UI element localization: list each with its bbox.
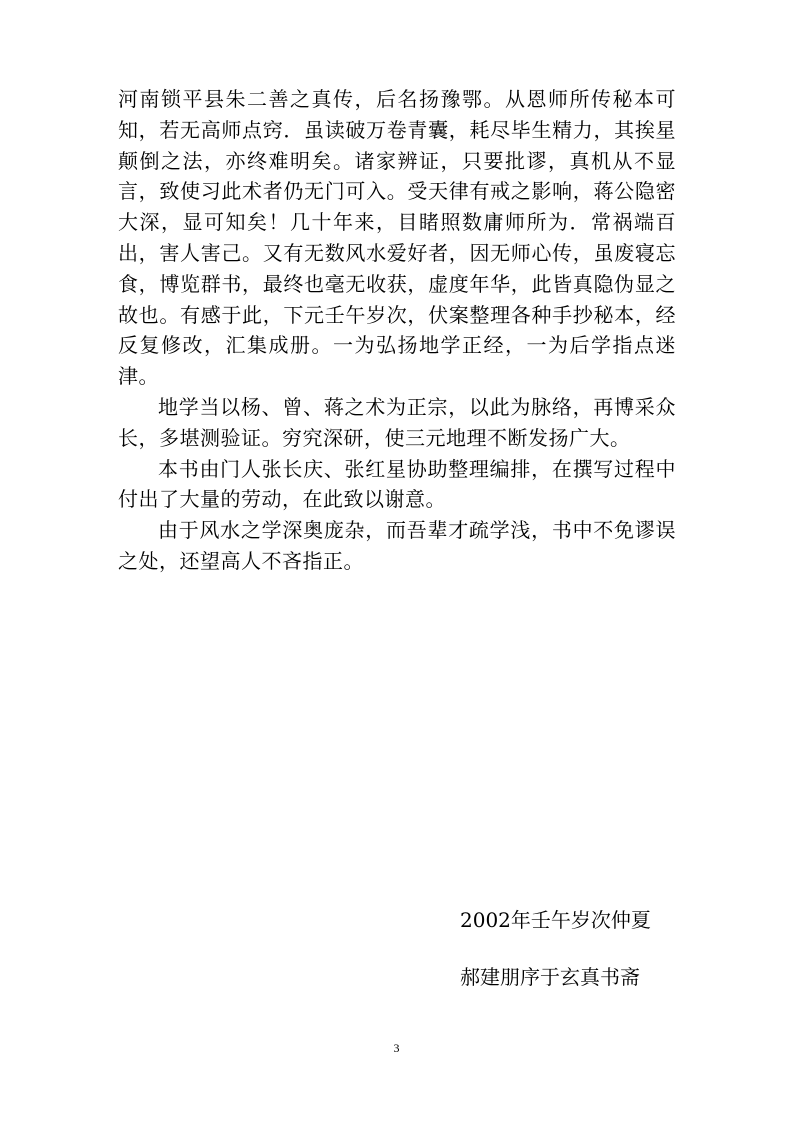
paragraph: 地学当以杨、曾、蒋之术为正宗，以此为脉络，再博采众长，多堪测验证。穷究深研，使三元地理不断发扬广大。 xyxy=(118,394,676,450)
paragraph: 本书由门人张长庆、张红星协助整理编排，在撰写过程中付出了大量的劳动，在此致以谢意。 xyxy=(118,456,676,512)
signature-date: 2002年壬午岁次仲夏 xyxy=(460,908,651,932)
paragraph-continued: 河南锁平县朱二善之真传，后名扬豫鄂。从恩师所传秘本可知，若无高师点窍．虽读破万卷青囊，耗尽毕生精力，其挨星颠倒之法，亦终难明矣。诸家辨证，只要批谬，真机从不显言，致使习此术者仍无门可入。受天律有戒之影响，蒋公隐密大深，显可知矣！几十年来，目睹照数庸师所为．常祸端百出，害人害己。又有无数风水爱好者，因无师心传，虽废寝忘食，博览群书，最终也毫无收获，虚度年华，此皆真隐伪显之故也。有感于此，下元壬午岁次，伏案整理各种手抄秘本，经反复修改，汇集成册。一为弘扬地学正经，一为后学指点迷津。 xyxy=(118,87,676,389)
signature-author: 郝建朋序于玄真书斋 xyxy=(460,965,640,989)
paragraph: 由于风水之学深奥庞杂，而吾辈才疏学浅，书中不免谬误之处，还望高人不吝指正。 xyxy=(118,518,676,573)
preface-body xyxy=(118,84,676,577)
page-number: 3 xyxy=(393,1041,400,1055)
